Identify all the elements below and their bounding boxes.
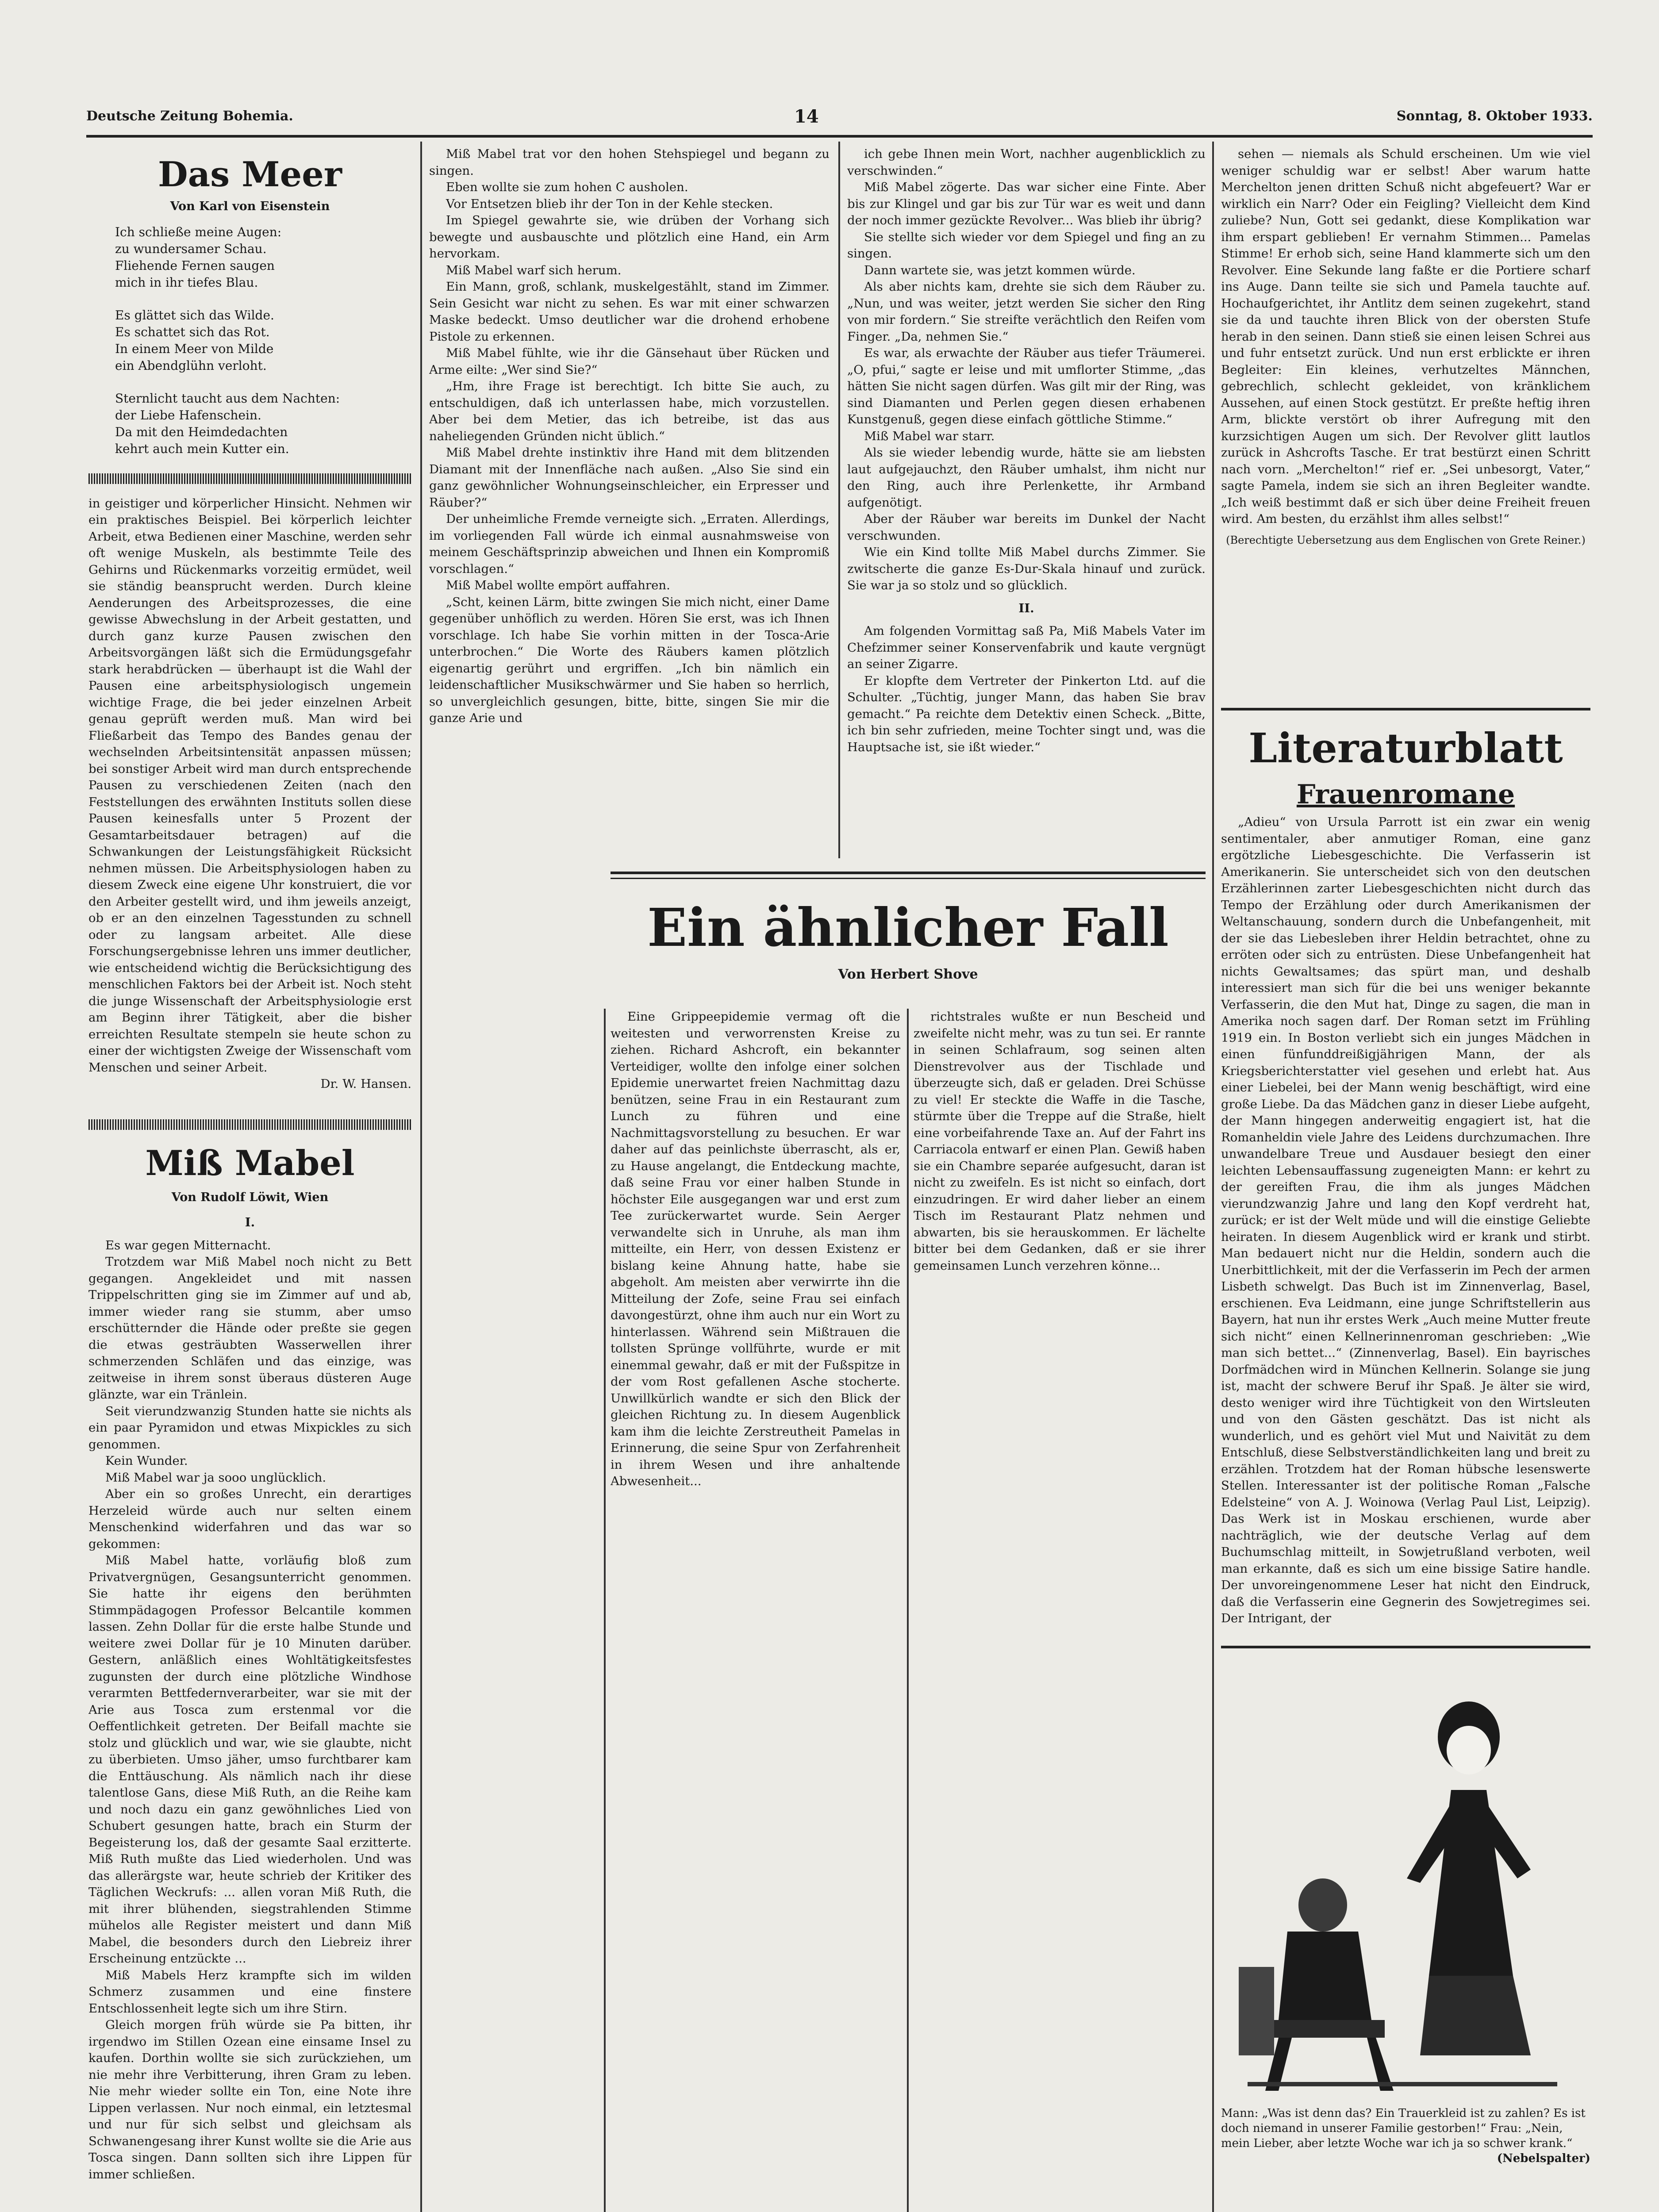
poem-line: Es glättet sich das Wilde. xyxy=(115,307,274,323)
paragraph: Der unheimliche Fremde verneigte sich. „Erraten. Allerdings, im vorliegenden Fall würde ich einmal ausnahmsweise von meinem Geschäftsprinzip abweichen und Ihnen ein Kompromiß vorschlagen.“ xyxy=(429,512,830,576)
paragraph: Wie ein Kind tollte Miß Mabel durchs Zimmer. Sie zwitscherte die ganze Es-Dur-Skala hinauf und zurück. Sie war ja so stolz und so glücklich. xyxy=(847,545,1206,592)
column-fall-a xyxy=(611,1009,900,2212)
byline-mabel: Von Rudolf Löwit, Wien xyxy=(171,1190,329,1204)
poem-line: zu wundersamer Schau. xyxy=(115,241,267,256)
paragraph: Eine Grippeepidemie vermag oft die weitesten und verworrensten Kreise zu ziehen. Richard Ashcroft, ein bekannter Verteidiger, wollte den infolge einer solchen Epidemie unerwartet freien Nachmittag dazu benützen, seine Frau in ein Restaurant zum Lunch zu führen und eine Nachmittagsvorstellung zu besuchen. Er war daher auf das peinlichste überrascht, als er, zu Hause angelangt, die Entdeckung machte, daß seine Frau vor einer halben Stunde in höchster Eile ausgegangen war und erst zum Tee zurückerwartet wurde. Sein Aerger verwandelte sich in Unruhe, als man ihm mitteilte, ein Herr, von dessen Existenz er bislang keine Ahnung hatte, habe sie abgeholt. Am meisten aber verwirrte ihn die Mitteilung der Zofe, seine Frau sei einfach davongestürzt, ohne ihm auch nur ein Wort zu hinterlassen. Während sein Mißtrauen die tollsten Sprünge vollführte, wurde er mit einemmal gewahr, daß er mit der Fußspitze in der vom Rost gefallenen Asche stocherte. Unwillkürlich wandte er sich den Blick der gleichen Richtung zu. In diesem Augenblick kam ihm die leichte Zerstreutheit Pamelas in Erinnerung, die seine Spur von Zerfahrenheit in ihrem Wesen und ihre anhaltende Abwesenheit... xyxy=(611,1010,900,1488)
column-4-literatur xyxy=(1221,814,1590,1637)
paragraph: Eben wollte sie zum hohen C ausholen. xyxy=(446,180,688,194)
paragraph: Als aber nichts kam, drehte sie sich dem Räuber zu. „Nun, und was weiter, jetzt werden Sie sicher den Ring von mir fordern.“ Sie streifte verächtlich den Reifen vom Finger. „Da, nehmen Sie.“ xyxy=(847,280,1206,344)
paragraph: Aber der Räuber war bereits im Dunkel der Nacht verschwunden. xyxy=(847,512,1206,543)
poem-stanza xyxy=(115,224,411,291)
paragraph: Miß Mabel warf sich herum. xyxy=(446,263,622,277)
column-2 xyxy=(429,146,830,854)
poem-line: kehrt auch mein Kutter ein. xyxy=(115,441,289,456)
issue-date: Sonntag, 8. Oktober 1933. xyxy=(1396,108,1593,124)
translation-credit: (Berechtigte Uebersetzung aus dem Englischen von Grete Reiner.) xyxy=(1226,534,1586,546)
column-divider xyxy=(420,142,422,2212)
masthead-name: Deutsche Zeitung Bohemia. xyxy=(86,108,293,124)
poem-line: mich in ihr tiefes Blau. xyxy=(115,275,258,290)
paragraph: sehen — niemals als Schuld erscheinen. Um wie viel weniger schuldig war er selbst! Aber warum hatte Merchelton jenen dritten Schuß nicht abgefeuert? War er wirklich ein Narr? Oder ein Feigling? Vielleicht dem Kind zuliebe? Nun, Gott sei gedankt, diese Komplikation war ihm erspart geblieben! Er vernahm Stimmen... Pamelas Stimme! Er erhob sich, seine Hand klammerte sich um den Revolver. Eine Sekunde lang faßte er die Portiere scharf ins Auge. Dann teilte sie sich und Pamela tauchte auf. Hochaufgerichtet, ihr Antlitz dem seinen zugekehrt, stand sie da und tauchte ihren Blick von der obersten Stufe herab in den seinen. Dann stieß sie einen leisen Schrei aus und fuhr entsetzt zurück. Und nun erst erblickte er ihren Begleiter: Ein kleines, verhutzeltes Männchen, gebrechlich, schlecht gekleidet, von kränklichem Aussehen, auf einen Stock gestützt. Er preßte heftig ihren Arm, blickte verstört ob ihrer Aufregung mit den kurzsichtigen Augen um sich. Der Revolver glitt lautlos zurück in Ashcrofts Tasche. Er trat bestürzt einen Schritt nach vorn. „Merchelton!“ rief er. „Sei unbesorgt, Vater,“ sagte Pamela, indem sie sich an ihren Begleiter wandte. „Ich weiß bestimmt daß er sich über deine Freiheit freuen wird. Am besten, du erzählst ihm alles selbst!“ xyxy=(1221,147,1590,526)
column-divider xyxy=(604,1009,606,2212)
paragraph: „Scht, keinen Lärm, bitte zwingen Sie mich nicht, einer Dame gegenüber unhöflich zu werden. Hören Sie erst, was ich Ihnen vorschlage. Ich habe Sie vorhin mitten in der Tosca-Arie unterbrochen.“ Die Worte des Räubers kamen plötzlich eigenartig gerührt und ergriffen. „Ich bin nämlich ein leidenschaftlicher Musikschwärmer und Sie haben so herrlich, so unvergleichlich gesungen, bitte, bitte, singen Sie mir die ganze Arie und xyxy=(429,595,830,725)
poem-line: Ich schließe meine Augen: xyxy=(115,224,282,239)
poem-line: Da mit den Heimdedachten xyxy=(115,424,288,439)
paragraph: Miß Mabel hatte, vorläufig bloß zum Privatvergnügen, Gesangsunterricht genommen. Sie hatte ihr eigens den berühmten Stimmpädagogen Professor Belcantile kommen lassen. Zehn Dollar für die erste halbe Stunde und weitere zwei Dollar für je 10 Minuten darüber. Gestern, anläßlich eines Wohltätigkeitsfestes zugunsten der durch eine plötzliche Windhose verarmten Bettfedernverarbeiter, war sie mit der Arie aus Tosca zum erstenmal vor die Oeffentlichkeit getreten. Der Beifall machte sie stolz und glücklich und war, wie sie glaubte, nicht zu überbieten. Umso jäher, umso furchtbarer kam die Enttäuschung. Als nämlich nach ihr diese talentlose Gans, diese Miß Ruth, an die Reihe kam und noch dazu ein ganz gewöhnliches Lied von Schubert gesungen hatte, brach ein Sturm der Begeisterung los, daß der gesamte Saal erzitterte. Miß Ruth mußte das Lied wiederholen. Und was das allerärgste war, heute schrieb der Kritiker des Täglichen Weckrufs: ... allen voran Miß Ruth, die mit ihrer blühenden, siegstrahlenden Stimme mühelos alle Register meistert und dann Miß Mabel, die besonders durch den Liebreiz ihrer Erscheinung entzückte ... xyxy=(88,1553,411,1966)
poem-line: der Liebe Hafenschein. xyxy=(115,407,261,422)
column-divider xyxy=(907,1009,909,2212)
paragraph: Miß Mabel fühlte, wie ihr die Gänsehaut über Rücken und Arme eilte: „Wer sind Sie?“ xyxy=(429,346,830,377)
section-number: I. xyxy=(245,1215,255,1229)
poem-line: ein Abendglühn verloht. xyxy=(115,358,267,373)
column-divider xyxy=(1212,142,1214,2212)
poem-stanza xyxy=(115,390,411,457)
paragraph: Miß Mabels Herz krampfte sich im wilden Schmerz zusammen und eine finstere Entschlossenheit legte sich um ihre Stirn. xyxy=(88,1968,411,2016)
paragraph: „Hm, ihre Frage ist berechtigt. Ich bitte Sie auch, zu entschuldigen, daß ich unterlassen habe, mich vorzustellen. Aber bei dem Metier, das ich betreibe, ist das aus naheliegenden Gründen nicht üblich.“ xyxy=(429,379,830,443)
paragraph: Trotzdem war Miß Mabel noch nicht zu Bett gegangen. Angekleidet und mit nassen Trippelschritten ging sie im Zimmer auf und ab, immer wieder rang sie stumm, aber umso erschütternder die Hände oder preßte sie gegen die etwas gesträubten Wasserwellen ihrer schmerzenden Schläfen und das einzige, was zeitweise in ihrem sonst überaus düsteren Auge glänzte, war ein Tränlein. xyxy=(88,1255,411,1402)
page-header xyxy=(86,108,1593,135)
page-number: 14 xyxy=(794,106,819,127)
paragraph: Am folgenden Vormittag saß Pa, Miß Mabels Vater im Chefzimmer seiner Konservenfabrik und kaute vergnügt an seiner Zigarre. xyxy=(847,624,1206,671)
paragraph: Miß Mabel trat vor den hohen Stehspiegel und begann zu singen. xyxy=(429,147,830,178)
paragraph: Aber ein so großes Unrecht, ein derartiges Herzeleid würde auch nur selten einem Menschenkind widerfahren und das war so gekommen: xyxy=(88,1487,411,1551)
paragraph: Dann wartete sie, was jetzt kommen würde. xyxy=(864,263,1136,277)
section-subtitle: Frauenromane xyxy=(1296,779,1515,810)
paragraph: Miß Mabel drehte instinktiv ihre Hand mit dem blitzenden Diamant mit der Innenfläche nach außen. „Also Sie sind ein ganz gewöhnlicher Wohnungseinschleicher, ein Erpresser und Räuber?“ xyxy=(429,445,830,510)
byline-meer: Von Karl von Eisenstein xyxy=(170,200,330,213)
paragraph: Sie stellte sich wieder vor dem Spiegel und fing an zu singen. xyxy=(847,230,1206,261)
poem-line: Es schattet sich das Rot. xyxy=(115,324,270,339)
fall-header xyxy=(611,872,1206,1004)
article-title-meer: Das Meer xyxy=(158,154,342,195)
cartoon-source: (Nebelspalter) xyxy=(1497,2152,1590,2165)
section-title-literatur: Literaturblatt xyxy=(1248,724,1563,772)
section-divider xyxy=(88,1119,411,1130)
article-signature: Dr. W. Hansen. xyxy=(320,1077,411,1091)
cartoon xyxy=(1221,1646,1590,2212)
paragraph: Seit vierundzwanzig Stunden hatte sie nichts als ein paar Pyramidon und etwas Mixpickles zu sich genommen. xyxy=(88,1404,411,1452)
header-rule xyxy=(86,135,1593,138)
title-rule xyxy=(611,872,1206,879)
poem-stanza xyxy=(115,307,411,374)
paragraph: ich gebe Ihnen mein Wort, nachher augenblicklich zu verschwinden.“ xyxy=(847,147,1206,178)
byline-fall: Von Herbert Shove xyxy=(838,967,978,982)
poem-line: In einem Meer von Milde xyxy=(115,341,274,356)
paragraph: Es war gegen Mitternacht. xyxy=(105,1238,271,1252)
paragraph: Miß Mabel zögerte. Das war sicher eine Finte. Aber bis zur Klingel und gar bis zur Tür war es weit und dann der noch immer gezückte Revolver... Was blieb ihr übrig? xyxy=(847,180,1206,227)
paragraph: Gleich morgen früh würde sie Pa bitten, ihr irgendwo im Stillen Ozean eine einsame Insel zu kaufen. Dorthin wollte sie sich zurückziehen, um nie mehr ihre Verbitterung, ihren Gram zu leben. Nie mehr wieder sollte ein Ton, eine Note ihre Lippen verlassen. Nur noch einmal, ein letztesmal und nur für sich selbst und gleichsam als Schwanengesang ihrer Kunst wollte sie die Arie aus Tosca singen. Dann sollten sich ihre Lippen für immer schließen. xyxy=(88,2018,411,2181)
section-number: II. xyxy=(1018,601,1034,615)
column-divider xyxy=(838,142,840,858)
column-1 xyxy=(88,146,411,2212)
cartoon-caption: Mann: „Was ist denn das? Ein Trauerkleid ist zu zahlen? Es ist doch niemand in unserer Familie gestorben!“ Frau: „Nein, mein Lieber, aber letzte Woche war ich ja so schwer krank.“ xyxy=(1221,2107,1586,2150)
poem-line: Fliehende Fernen saugen xyxy=(115,258,275,273)
paragraph: Kein Wunder. xyxy=(105,1454,188,1468)
poem-line: Sternlicht taucht aus dem Nachten: xyxy=(115,391,340,406)
cartoon-illustration xyxy=(1221,1657,1590,2104)
paragraph: Als sie wieder lebendig wurde, hätte sie am liebsten laut aufgejauchzt, den Räuber umhalst, ihm nicht nur den Ring, auch ihre Perlenkette, ihr Armband aufgenötigt. xyxy=(847,445,1206,510)
section-divider xyxy=(88,473,411,484)
column-fall-b xyxy=(914,1009,1206,2212)
title-rule xyxy=(1221,1646,1590,1648)
column-4-fall-end xyxy=(1221,146,1590,703)
article-title-mabel: Miß Mabel xyxy=(145,1143,355,1183)
title-rule xyxy=(1221,708,1590,710)
article-title-fall: Ein ähnlicher Fall xyxy=(647,897,1169,958)
paragraph: Miß Mabel war starr. xyxy=(864,429,995,443)
column-3 xyxy=(847,146,1206,863)
paragraph: Miß Mabel war ja sooo unglücklich. xyxy=(105,1470,326,1485)
paragraph: Es war, als erwachte der Räuber aus tiefer Träumerei. „O, pfui,“ sagte er leise und mit umflorter Stimme, „das hätten Sie nicht sagen dürfen. Was gilt mir der Ring, was sind Diamanten und Perlen gegen diesen erhabenen Kunstgenuß, gegen diese einfach göttliche Stimme.“ xyxy=(847,346,1206,426)
paragraph: Ein Mann, groß, schlank, muskelgestählt, stand im Zimmer. Sein Gesicht war nicht zu sehen. Es war mit einer schwarzen Maske bedeckt. Umso deutlicher war die drohend erhobene Pistole zu erkennen. xyxy=(429,280,830,344)
paragraph: Er klopfte dem Vertreter der Pinkerton Ltd. auf die Schulter. „Tüchtig, junger Mann, das haben Sie brav gemacht.“ Pa reichte dem Detektiv einen Scheck. „Bitte, ich bin sehr zufrieden, meine Tochter singt und, was die Hauptsache ist, sie ißt wieder.“ xyxy=(847,673,1206,754)
article-body-arbeit: in geistiger und körperlicher Hinsicht. Nehmen wir ein praktisches Beispiel. Bei körperlich leichter Arbeit, etwa Bedienen einer Maschine, werden sehr oft wenige Muskeln, als bestimmte Teile des Gehirns und Rückenmarks vorzeitig ermüdet, weil sie ständig beansprucht werden. Durch kleine Aenderungen des Arbeitsprozesses, die eine gewisse Abwechslung in der Arbeit gestatten, und durch ganz kurze Pausen zwischen den Arbeitsvorgängen läßt sich die Ermüdungsgefahr stark herabdrücken — überhaupt ist die Wahl der Pausen eine arbeitsphysiologisch ungemein wichtige Frage, die bei jeder einzelnen Arbeit genau geprüft werden muß. Man wird bei Fließarbeit das Tempo des Bandes genau der wechselnden Arbeitsintensität anpassen müssen; bei sonstiger Arbeit wird man durch entsprechende Pausen zu verschiedenen Zeiten (nach den Feststellungen des erwähnten Instituts sollen diese Pausen keinesfalls unter 5 Prozent der Gesamtarbeitsdauer betragen) auf die Schwankungen der Leistungsfähigkeit Rücksicht nehmen müssen. Die Arbeitsphysiologen haben zu diesem Zweck eine eigene Uhr konstruiert, die vor den Arbeiter gestellt wird, und ihm jeweils anzeigt, ob er an den einzelnen Tagesstunden zu schnell oder zu langsam arbeitet. Alle diese Forschungsergebnisse lehren uns immer deutlicher, wie entscheidend wichtig die Berücksichtigung des menschlichen Faktors bei der Arbeit ist. Noch steht die junge Wissenschaft der Arbeitsphysiologie erst am Beginn ihrer Tätigkeit, aber die bisher erreichten Resultate stempeln sie heute schon zu einer der wichtigsten Zweige der Wissenschaft vom Menschen und seiner Arbeit. xyxy=(88,496,411,1075)
paragraph: Miß Mabel wollte empört auffahren. xyxy=(446,578,670,592)
paragraph: richtstrales wußte er nun Bescheid und zweifelte nicht mehr, was zu tun sei. Er rannte in seinen Schlafraum, sog seinen alten Dienstrevolver aus der Tischlade und überzeugte sich, daß er geladen. Drei Schüsse zu viel! Er steckte die Waffe in die Tasche, stürmte über die Treppe auf die Straße, hielt eine vorbeifahrende Taxe an. Auf der Fahrt ins Carriacola entwarf er einen Plan. Gewiß haben sie ein Chambre separée aufgesucht, daran ist nicht zu zweifeln. Es ist nicht so einfach, dort einzudringen. Er wird daher lieber an einem Tisch im Restaurant Platz nehmen und abwarten, bis sie herauskommen. Er lächelte bitter bei dem Gedanken, daß er sie ihrer gemeinsamen Lunch verzehren könne... xyxy=(914,1010,1206,1273)
paragraph: Im Spiegel gewahrte sie, wie drüben der Vorhang sich bewegte und ausbauschte und plötzlich eine Hand, ein Arm hervorkam. xyxy=(429,213,830,261)
poem-meer xyxy=(115,224,411,457)
paragraph: „Adieu“ von Ursula Parrott ist ein zwar ein wenig sentimentaler, aber anmutiger Roman, eine ganz ergötzliche Liebesgeschichte. Die Verfasserin ist Amerikanerin. Sie unterscheidet sich von den deutschen Erzählerinnen zarter Liebesgeschichten nicht durch das Tempo der Erzählung oder durch Amerikanismen der Weltanschauung, sondern durch die Unbefangenheit, mit der sie das Liebesleben ihrer Heldin betrachtet, ohne zu erröten oder sich zu entrüsten. Diese Unbefangenheit hat nichts Gewaltsames; das spürt man, und deshalb interessiert man sich für die bei uns weniger bekannte Verfasserin, die den Mut hat, Dinge zu sagen, die man in Amerika noch sagen darf. Der Roman setzt im Frühling 1919 ein. In Boston verliebt sich ein junges Mädchen in einen fünfunddreißigjährigen Mann, der als Kriegsberichterstatter viel gesehen und erlebt hat. Aus einer Liebelei, bei der Mann wenig beschäftigt, wird eine große Liebe. Da das Mädchen ganz in dieser Liebe aufgeht, der Mann hingegen anderweitig engagiert ist, hat die Romanheldin viele Jahre des Leidens durchzumachen. Ihre unwandelbare Treue und Ausdauer besiegt den einer leichten Lebensauffassung zugeneigten Mann: er kehrt zu der gereiften Frau, die ihm als junges Mädchen vierundzwanzig Jahre und lang den Kopf verdreht hat, zurück; er ist der Welt müde und will die einstige Geliebte heiraten. In diesem Augenblick wird er krank und stirbt. Man bedauert nicht nur die Heldin, sondern auch die Unerbittlichkeit, mit der die Verfasserin im Pech der armen Lisbeth schwelgt. Das Buch ist im Zinnenverlag, Basel, erschienen. Eva Leidmann, eine junge Schriftstellerin aus Bayern, hat nun ihr erstes Werk „Auch meine Mutter freute sich nicht“ einen Kellnerinnenroman geschrieben: „Wie man sich bettet...“ (Zinnenverlag, Basel). Ein bayrisches Dorfmädchen wird in München Kellnerin. Solange sie jung ist, macht der schwere Beruf ihr Spaß. Je älter sie wird, desto weniger wird ihre Tüchtigkeit von den Wirtsleuten und von den Gästen geschätzt. Das ist nicht als wunderlich, und es gehört viel Mut und Naivität zu dem Entschluß, diese Selbstverständlichkeiten lang und breit zu erzählen. Trotzdem hat der Roman hübsche lesenswerte Stellen. Interessanter ist der politische Roman „Falsche Edelsteine“ von A. J. Woinowa (Verlag Paul List, Leipzig). Das Werk ist in Moskau erschienen, wurde aber nachträglich, wie der deutsche Verlag auf dem Buchumschlag mitteilt, in Sowjetrußland verboten, weil man erkannte, daß es sich um eine bissige Satire handle. Der unvoreingenommene Leser hat nicht den Eindruck, daß die Verfasserin eine Gegnerin des Sowjetregimes sei. Der Intrigant, der xyxy=(1221,815,1590,1625)
paragraph: Vor Entsetzen blieb ihr der Ton in der Kehle stecken. xyxy=(446,196,773,211)
